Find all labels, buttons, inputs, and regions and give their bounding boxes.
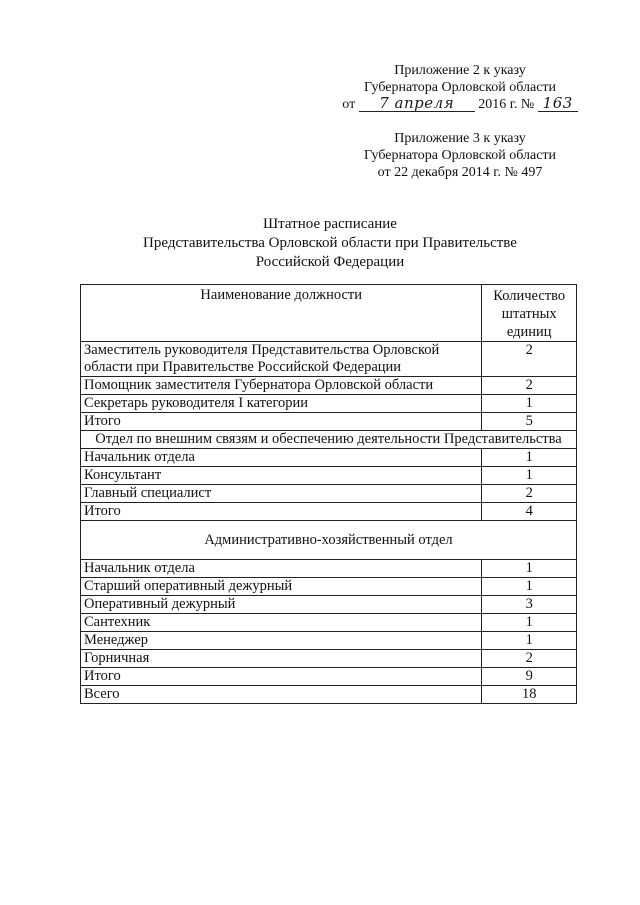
position-name: Заместитель руководителя Представительства Орловской области при Правительстве Российской Федерации [81,342,482,377]
table-row [81,650,577,668]
position-name: Сантехник [81,614,482,632]
subtotal-label: Итого [81,413,482,431]
appendix-previous-line2: Губернатора Орловской области [363,148,557,163]
table-row [81,395,577,413]
subtotal-count: 5 [482,413,577,431]
position-name: Консультант [81,467,482,485]
handwritten-date: 7 апреля [359,96,475,112]
section-external-relations: Отдел по внешним связям и обеспечению деятельности Представительства [81,431,577,449]
subtotal-label: Итого [81,668,482,686]
position-count: 1 [482,560,577,578]
position-name: Менеджер [81,632,482,650]
subtotal-label: Итого [81,503,482,521]
subtotal-row [81,668,577,686]
position-count: 1 [482,395,577,413]
table-row [81,632,577,650]
section-administrative: Административно-хозяйственный отдел [81,521,577,560]
subtotal-row [81,503,577,521]
position-count: 1 [482,614,577,632]
position-count: 1 [482,467,577,485]
position-count: 2 [482,342,577,377]
appendix-previous-header [330,130,590,181]
position-name: Помощник заместителя Губернатора Орловской области [81,377,482,395]
position-count: 1 [482,449,577,467]
section-row [81,431,577,449]
table-row [81,485,577,503]
table-row [81,449,577,467]
appendix-previous-line3: от 22 декабря 2014 г. № 497 [377,165,543,180]
table-row [81,578,577,596]
grand-total-count: 18 [482,686,577,704]
appendix-current-line2: Губернатора Орловской области [363,80,557,95]
grand-total-row [81,686,577,704]
position-name: Старший оперативный дежурный [81,578,482,596]
table-row [81,377,577,395]
position-count: 1 [482,632,577,650]
position-name: Горничная [81,650,482,668]
date-prefix: от [342,97,356,112]
table-row [81,560,577,578]
year-label: 2016 г. № [478,97,535,112]
position-name: Начальник отдела [81,560,482,578]
position-count: 1 [482,578,577,596]
subtotal-count: 9 [482,668,577,686]
title-line3: Российской Федерации [255,254,405,270]
appendix-current-header [330,62,590,113]
position-name: Начальник отдела [81,449,482,467]
appendix-previous-line1: Приложение 3 к указу [394,131,526,146]
table-header-row [81,285,577,342]
document-title [80,215,580,272]
appendix-current-line1: Приложение 2 к указу [394,63,526,78]
subtotal-row [81,413,577,431]
position-name: Оперативный дежурный [81,596,482,614]
position-count: 2 [482,377,577,395]
handwritten-number: 163 [538,96,578,112]
position-count: 2 [482,485,577,503]
position-name: Главный специалист [81,485,482,503]
title-line1: Штатное расписание [263,216,397,232]
position-count: 3 [482,596,577,614]
appendix-current-date-line [342,96,577,113]
header-staff-count: Количество штатных единиц [482,285,577,342]
position-count: 2 [482,650,577,668]
table-row [81,596,577,614]
table-row [81,342,577,377]
staff-schedule-table [80,284,577,704]
header-position-name: Наименование должности [81,285,482,342]
grand-total-label: Всего [81,686,482,704]
subtotal-count: 4 [482,503,577,521]
title-line2: Представительства Орловской области при Правительстве [143,235,517,251]
table-row [81,467,577,485]
section-row [81,521,577,560]
position-name: Секретарь руководителя I категории [81,395,482,413]
table-row [81,614,577,632]
